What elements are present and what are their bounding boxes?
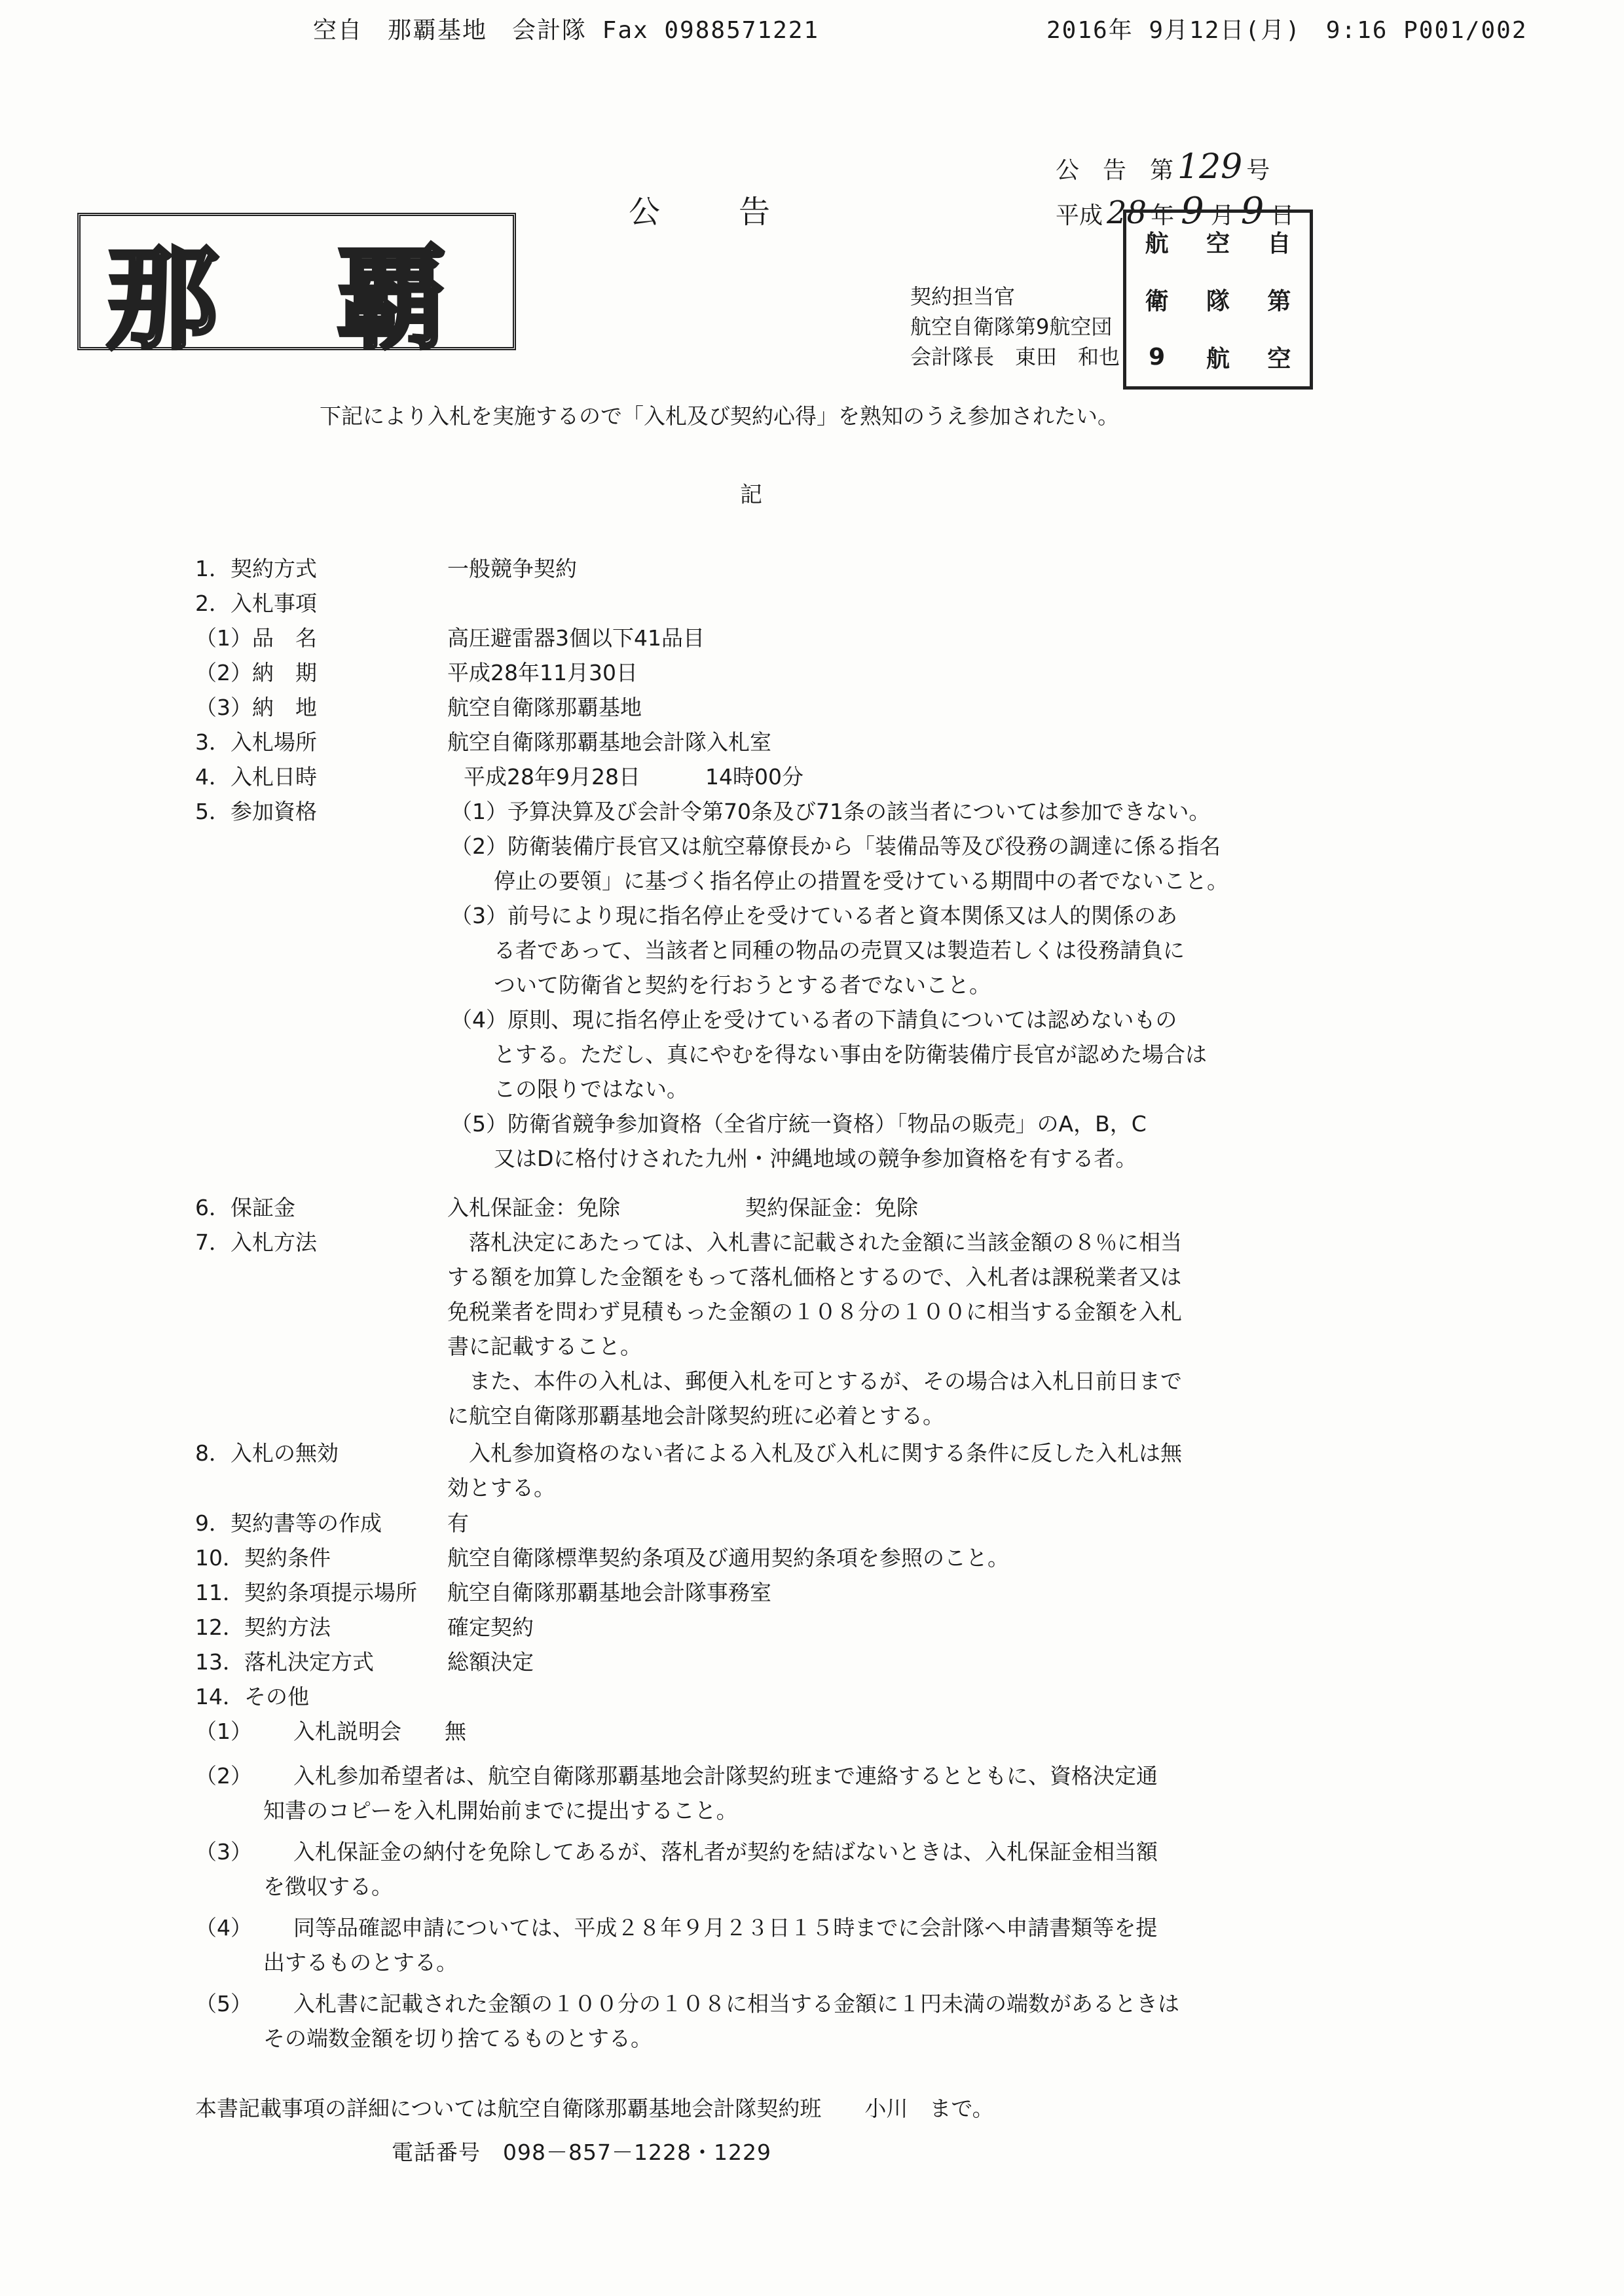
method-label: 7．入札方法 — [195, 1230, 317, 1255]
invalid-block — [447, 1436, 1305, 1505]
date-year: 28 — [1107, 194, 1147, 231]
officer-title: 契約担当官 — [910, 284, 1016, 309]
item-label: 14．その他 — [195, 1684, 309, 1709]
footer-phone: 電話番号 098－857－1228・1229 — [392, 2140, 771, 2165]
item-value: 平成28年9月28日 14時00分 — [464, 764, 803, 790]
item-label: （3）納 地 — [195, 695, 317, 720]
others-block — [195, 1714, 1308, 2054]
seal-char: 第 — [1267, 287, 1291, 315]
item-value: 航空自衛隊那覇基地会計隊入札室 — [447, 729, 771, 755]
seal-char: 航 — [1145, 230, 1169, 257]
qualification-line: この限りではない。 — [451, 1076, 688, 1102]
others-line: 入札書に記載された金額の１００分の１０８に相当する金額に１円未満の端数があるときは — [293, 1991, 1179, 2016]
qualification-line: とする。ただし、真にやむを得ない事由を防衛装備庁長官が認めた場合は — [451, 1042, 1207, 1067]
item-label: （2）納 期 — [195, 660, 317, 685]
others-line: 入札説明会 無 — [293, 1719, 466, 1744]
date-year-unit: 年 — [1151, 202, 1175, 229]
others-num: （3） — [195, 1839, 252, 1865]
invalid-line: 効とする。 — [447, 1475, 555, 1501]
method-line: 免税業者を問わず見積もった金額の１０８分の１００に相当する金額を入札 — [447, 1299, 1182, 1324]
ki-heading: 記 — [740, 482, 762, 508]
qualification-line: 停止の要領」に基づく指名停止の措置を受けている期間中の者でないこと。 — [451, 868, 1228, 894]
seal-char: 空 — [1206, 230, 1230, 257]
naha-stamp-char: 那 — [107, 235, 216, 365]
invalid-line: 入札参加資格のない者による入札及び入札に関する条件に反した入札は無 — [447, 1440, 1182, 1466]
item-value: 平成28年11月30日 — [447, 660, 638, 685]
qualification-line: （5）防衛省競争参加資格（全省庁統一資格）「物品の販売」のA，B，C — [451, 1111, 1147, 1137]
seal-char: 空 — [1267, 346, 1291, 373]
notice-number-suffix: 号 — [1246, 157, 1270, 184]
others-num: （1） — [195, 1719, 252, 1744]
footer-contact: 本書記載事項の詳細については航空自衛隊那覇基地会計隊契約班 小川 まで。 — [195, 2096, 994, 2121]
date-day: 9 — [1240, 190, 1264, 232]
date-era: 平成 — [1056, 202, 1103, 229]
contract-officer — [910, 282, 1120, 372]
item-value: 航空自衛隊標準契約条項及び適用契約条項を参照のこと。 — [447, 1545, 1009, 1571]
qualification-label: 5．参加資格 — [195, 799, 317, 824]
seal-char: 航 — [1206, 346, 1230, 373]
method-block — [447, 1225, 1305, 1433]
item-label: （1）品 名 — [195, 625, 317, 651]
qualification-line: る者であって、当該者と同種の物品の売買又は製造若しくは役務請負に — [451, 938, 1185, 963]
notice-number-prefix: 公 告 第 — [1056, 157, 1174, 184]
method-line: する額を加算した金額をもって落札価格とするので、入札者は課税業者又は — [447, 1264, 1182, 1290]
qualification-line: （2）防衛装備庁長官又は航空幕僚長から「装備品等及び役務の調達に係る指名 — [451, 833, 1221, 859]
seal-char: 9 — [1149, 344, 1166, 371]
others-line: 入札参加希望者は、航空自衛隊那覇基地会計隊契約班まで連絡するとともに、資格決定通 — [293, 1763, 1158, 1789]
others-num: （4） — [195, 1915, 252, 1941]
item-label: 12．契約方法 — [195, 1614, 331, 1640]
officer-name: 会計隊長 東田 和也 — [910, 344, 1120, 369]
item-label: 4．入札日時 — [195, 764, 317, 790]
item-label: 1．契約方式 — [195, 556, 317, 581]
seal-char: 隊 — [1206, 287, 1230, 315]
seal-char: 自 — [1267, 230, 1291, 257]
item-value: 一般競争契約 — [447, 556, 577, 581]
fax-datetime: 2016年 9月12日(月) 9:16 P001/002 — [1046, 17, 1528, 44]
notice-number — [1056, 147, 1270, 187]
naha-stamp — [77, 213, 516, 365]
official-seal — [1123, 210, 1313, 390]
date-day-unit: 日 — [1270, 202, 1295, 229]
deposit-bid: 入札保証金：免除 — [447, 1195, 620, 1220]
qualification-line: （4）原則、現に指名停止を受けている者の下請負については認めないもの — [451, 1007, 1177, 1032]
method-line: 書に記載すること。 — [447, 1334, 642, 1359]
invalid-label: 8．入札の無効 — [195, 1440, 339, 1466]
item-label: 9．契約書等の作成 — [195, 1510, 382, 1536]
qualification-block — [451, 794, 1308, 1176]
qualification-line: （1）予算決算及び会計令第70条及び71条の該当者については参加できない。 — [451, 799, 1211, 824]
item-label: 2．入札事項 — [195, 591, 317, 616]
notice-number-value: 129 — [1177, 147, 1243, 187]
item-label: 10．契約条件 — [195, 1545, 331, 1571]
fax-sender: 空自 那覇基地 会計隊 Fax 0988571221 — [313, 17, 820, 44]
date-month: 9 — [1181, 190, 1204, 232]
deposit-label: 6．保証金 — [195, 1195, 295, 1220]
others-num: （5） — [195, 1991, 252, 2016]
item-value: 航空自衛隊那覇基地 — [447, 695, 642, 720]
others-line: 入札保証金の納付を免除してあるが、落札者が契約を結ばないときは、入札保証金相当額 — [293, 1839, 1158, 1865]
item-value: 航空自衛隊那覇基地会計隊事務室 — [447, 1580, 771, 1605]
item-value: 確定契約 — [447, 1614, 534, 1640]
item-label: 13．落札決定方式 — [195, 1649, 374, 1675]
others-line: 同等品確認申請については、平成２８年９月２３日１５時までに会計隊へ申請書類等を提 — [293, 1915, 1158, 1941]
date-month-unit: 月 — [1210, 202, 1234, 229]
others-line: を徴収する。 — [263, 1874, 393, 1899]
others-line: 知書のコピーを入札開始前までに提出すること。 — [263, 1798, 738, 1823]
qualification-line: 又はDに格付けされた九州・沖縄地域の競争参加資格を有する者。 — [451, 1146, 1137, 1171]
item-label: 3．入札場所 — [195, 729, 317, 755]
item-value: 総額決定 — [447, 1649, 534, 1675]
method-line: 落札決定にあたっては、入札書に記載された金額に当該金額の８％に相当 — [447, 1230, 1182, 1255]
page-title: 公 告 — [629, 194, 776, 230]
item-label: 11．契約条項提示場所 — [195, 1580, 417, 1605]
naha-stamp-char: 覇 — [336, 235, 445, 365]
qualification-line: （3）前号により現に指名停止を受けている者と資本関係又は人的関係のあ — [451, 903, 1177, 928]
item-value: 高圧避雷器3個以下41品目 — [447, 625, 705, 651]
items-block — [195, 551, 1308, 800]
items2-block — [195, 1506, 1308, 1722]
method-line: に航空自衛隊那覇基地会計隊契約班に必着とする。 — [447, 1403, 944, 1429]
seal-char: 衛 — [1145, 287, 1169, 315]
others-line: 出するものとする。 — [263, 1950, 458, 1975]
officer-unit: 航空自衛隊第9航空団 — [910, 314, 1113, 339]
deposit-contract: 契約保証金：免除 — [745, 1195, 918, 1220]
others-line: その端数金額を切り捨てるものとする。 — [263, 2026, 652, 2051]
method-line: また、本件の入札は、郵便入札を可とするが、その場合は入札日前日まで — [447, 1368, 1182, 1394]
item-value: 有 — [447, 1510, 469, 1536]
others-num: （2） — [195, 1763, 252, 1789]
intro-text: 下記により入札を実施するので「入札及び契約心得」を熟知のうえ参加されたい。 — [320, 403, 1119, 429]
qualification-line: ついて防衛省と契約を行おうとする者でないこと。 — [451, 972, 991, 998]
